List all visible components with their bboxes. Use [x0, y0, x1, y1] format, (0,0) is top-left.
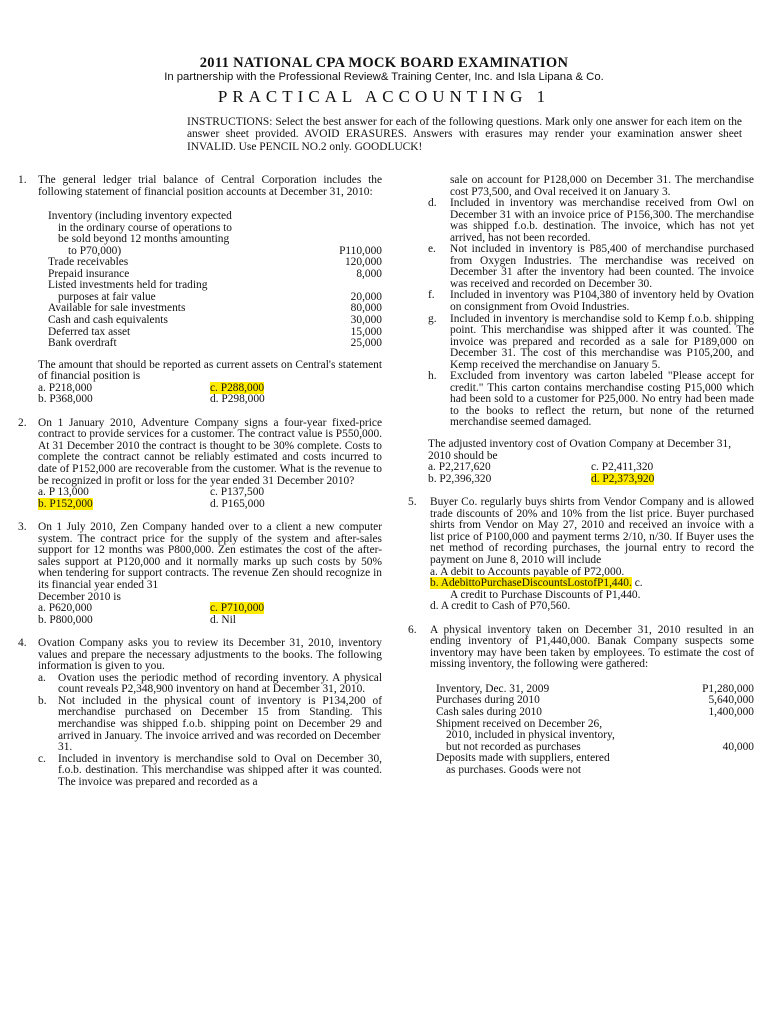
- table-label: Prepaid insurance: [48, 267, 130, 280]
- item-b: [38, 696, 382, 754]
- question-number: 5.: [408, 496, 417, 509]
- question-number: 6.: [408, 623, 417, 636]
- choices-row: [428, 462, 754, 474]
- table-label: purposes at fair value: [58, 290, 156, 303]
- choices-row: [38, 615, 382, 627]
- item-letter: a.: [38, 671, 46, 684]
- table-label: in the ordinary course of operations to: [58, 221, 232, 234]
- table-label: Cash sales during 2010: [436, 705, 542, 718]
- question-prompt: The adjusted inventory cost of Ovation Company at December 31, 2010 should be: [428, 438, 732, 462]
- item-letter: c.: [38, 752, 46, 765]
- question-text: The general ledger trial balance of Central Corporation includes the following statement of financial position accounts at December 31, 2010:: [38, 174, 382, 198]
- question-text: A physical inventory taken on December 31, 2010 resulted in an ending inventory of P1,440,000. Banak Company suspects some inventory may have been taken by employees. To estimate the cost of missing inventory, the following were gathered:: [430, 623, 754, 671]
- choices-row: [428, 474, 754, 486]
- choice-c-letter: c.: [634, 577, 643, 590]
- item-text: Included in inventory was P104,380 of inventory held by Ovation on consignment from Ovoid Industries.: [450, 289, 754, 314]
- table-label: Inventory, Dec. 31, 2009: [436, 682, 550, 695]
- choice-b: b. P152,000: [38, 497, 93, 510]
- item-text: 31.: [58, 741, 73, 754]
- table-label: Cash and cash equivalents: [48, 314, 168, 327]
- table-label: Inventory (including inventory expected: [48, 210, 232, 223]
- item-text: Not included in the physical count of inventory is P134,200 of merchandise purchased on December 15 from Standing. This merchandise was shipped f.o.b. shipping point on December 29 and arrived in January. The invoice arrived and was recorded on December: [58, 694, 382, 742]
- choice-a: a. P2,217,620: [428, 461, 491, 474]
- table-value: 1,400,000: [708, 705, 754, 718]
- table-value: P110,000: [339, 244, 382, 257]
- choice-a: a. P620,000: [38, 602, 93, 615]
- choice-d: d. P165,000: [210, 497, 265, 510]
- table-value: 8,000: [356, 267, 382, 280]
- question-2: [18, 418, 382, 510]
- table-row: [48, 338, 382, 350]
- item-c-continued: [408, 175, 754, 198]
- table-value: 30,000: [350, 314, 382, 327]
- choices-row: [38, 487, 382, 499]
- choices-row: [38, 499, 382, 511]
- question-number: 3.: [18, 521, 27, 534]
- table-row: [436, 707, 754, 719]
- item-text: Excluded from inventory was carton labeled "Please accept for credit." This carton contains merchandise costing P15,000 which had been sold to a customer for P25,000. No entry had been made to the books to reflect the return, but none of the returned merchandise seemed damaged.: [450, 370, 754, 429]
- balance-table: [38, 211, 382, 350]
- table-label: but not recorded as purchases: [446, 740, 581, 753]
- choice-b: b. P368,000: [38, 393, 93, 406]
- question-6: [408, 625, 754, 777]
- item-h: [408, 371, 754, 429]
- inventory-table: [430, 684, 754, 776]
- choice-b: b. P800,000: [38, 613, 93, 626]
- section-title: PRACTICAL ACCOUNTING 1: [217, 87, 551, 106]
- item-text: Included in inventory is merchandise sold to Oval on December 30, f.o.b. destination. This merchandise was shipped after it was counted. The invoice was prepared and recorded as a: [58, 752, 382, 788]
- item-letter: f.: [428, 289, 435, 302]
- item-d: [408, 198, 754, 244]
- choice-c: c. P137,500: [210, 486, 265, 499]
- table-label: Available for sale investments: [48, 302, 186, 315]
- table-value: 40,000: [722, 740, 754, 753]
- choice-a: a. P218,000: [38, 381, 93, 394]
- table-value: 80,000: [350, 302, 382, 315]
- table-label: as purchases. Goods were not: [446, 763, 582, 776]
- item-text: Included in inventory was merchandise received from Owl on December 31 with an invoice price of P156,300. The merchandise was shipped f.o.b. destination. The invoice, which has not yet arrived, has not been recorded.: [450, 197, 754, 244]
- choice-c: c. P2,411,320: [591, 461, 654, 474]
- table-value: 15,000: [350, 325, 382, 338]
- item-e: [408, 244, 754, 290]
- left-column: [18, 175, 382, 788]
- choice-d: d. Nil: [210, 613, 236, 626]
- choice-c: c. P288,000: [210, 381, 265, 394]
- question-4: [18, 638, 382, 788]
- item-letter: e.: [428, 243, 436, 256]
- instructions: INSTRUCTIONS: Select the best answer for each of the following questions. Mark only one answer for each item on the answer sheet provided. AVOID ERASURES. Answers with erasures may render your examination answer sheet INVALID. Use PENCIL NO.2 only. GOODLUCK!: [187, 116, 742, 153]
- choice-d: d. A credit to Cash of P70,560.: [430, 600, 571, 613]
- item-letter: d.: [428, 197, 437, 210]
- exam-title: 2011 NATIONAL CPA MOCK BOARD EXAMINATION: [199, 55, 569, 71]
- table-label: Deposits made with suppliers, entered: [436, 752, 610, 765]
- table-label: Listed investments held for trading: [48, 279, 208, 292]
- choices-row: [38, 394, 382, 406]
- question-text: Buyer Co. regularly buys shirts from Vendor Company and is allowed trade discounts of 20% and 10% from the list price. Buyer purchased shirts from Vendor on May 27, 2010 and received an invoice with a list price of P100,000 and payment terms 2/10, n/30. If Buyer uses the net method of recording purchases, the journal entry to record the payment on June 8, 2010 will include: [430, 496, 754, 566]
- item-text: sale on account for P128,000 on December 31. The merchandise cost P73,500, and Oval received it on January 3.: [450, 174, 754, 198]
- question-text: On 1 January 2010, Adventure Company signs a four-year fixed-price contract to provide services for a customer. The contract value is P550,000. At 31 December 2010 the contract is thought to be 30% complete. Costs to complete the contract cannot be reliably estimated and costs incurred to date of P152,000 are recoverable from the customer. What is the revenue to be recognized in profit or loss for the year ended 31 December 2010?: [38, 416, 382, 487]
- item-a: [38, 673, 382, 696]
- choice-c: A credit to Purchase Discounts of P1,440.: [450, 588, 641, 601]
- item-text: Included in inventory is merchandise sold to Kemp f.o.b. shipping point. This merchandise was shipped after it was counted. The invoice was prepared and recorded as a sale for P189,000 on December 31. The cost of this merchandise was P105,200, and Kemp received the merchandise on January 5.: [450, 312, 754, 371]
- choice-c: c. P710,000: [210, 602, 265, 615]
- question-number: 2.: [18, 416, 27, 429]
- item-letter: g.: [428, 312, 437, 325]
- table-label: Bank overdraft: [48, 337, 117, 350]
- item-c: [38, 754, 382, 789]
- choice-a: a. P 13,000: [38, 486, 89, 499]
- choice-d: d. P298,000: [210, 393, 265, 406]
- choice-b: b. P2,396,320: [428, 472, 492, 485]
- choice-d: d. P2,373,920: [591, 472, 655, 485]
- item-text: Ovation uses the periodic method of recording inventory. A physical count reveals P2,348,900 inventory on hand at December 31, 2010.: [58, 671, 382, 696]
- question-date: December 2010 is: [38, 590, 121, 603]
- question-1: [18, 175, 382, 406]
- question-text: Ovation Company asks you to review its December 31, 2010, inventory values and prepare the necessary adjustments to the books. The following information is given to you.: [38, 637, 382, 673]
- question-number: 1.: [18, 174, 27, 186]
- table-value: 5,640,000: [708, 694, 754, 707]
- table-label: be sold beyond 12 months amounting: [58, 233, 230, 246]
- table-value: 20,000: [350, 290, 382, 303]
- table-label: to P70,000): [68, 244, 122, 257]
- choices-row: [38, 603, 382, 615]
- item-f: [408, 290, 754, 313]
- table-value: 120,000: [344, 256, 382, 269]
- right-column: [408, 175, 754, 776]
- item-letter: b.: [38, 694, 47, 707]
- table-label: 2010, included in physical inventory,: [446, 729, 615, 742]
- question-number: 4.: [18, 637, 27, 650]
- item-text: Not included in inventory is P85,400 of merchandise purchased from Oxygen Industries. The merchandise was received on December 31 after the inventory had been counted. The invoice was received and recorded on December 30.: [450, 243, 754, 290]
- choice-b-row: [430, 578, 754, 590]
- exam-subtitle: In partnership with the Professional Review& Training Center, Inc. and Isla Lipana & Co.: [164, 71, 604, 83]
- table-label: Purchases during 2010: [436, 694, 540, 707]
- question-text: On 1 July 2010, Zen Company handed over to a client a new computer system. The contract price for the supply of the system and after-sales support for 12 months was P800,000. Zen estimates the cost of the after-sales support at P120,000 and it normally marks up such costs by 50% when tendering for support contracts. The revenue Zen should recognize in its financial year ended 31: [38, 521, 382, 591]
- table-label: Trade receivables: [48, 256, 129, 269]
- question-5: [408, 497, 754, 612]
- table-label: Shipment received on December 26,: [436, 717, 603, 730]
- table-value: P1,280,000: [702, 682, 754, 695]
- item-g: [408, 314, 754, 372]
- table-value: 25,000: [350, 337, 382, 350]
- choice-b: b. AdebittoPurchaseDiscountsLostofP1,440.: [430, 577, 632, 590]
- item-letter: h.: [428, 370, 437, 383]
- question-4-prompt: [408, 439, 754, 485]
- choice-a: a. A debit to Accounts payable of P72,000.: [430, 565, 625, 578]
- table-row: [48, 315, 382, 327]
- question-3: [18, 522, 382, 626]
- question-prompt: The amount that should be reported as current assets on Central's statement of financial position is: [38, 358, 382, 383]
- table-label: Deferred tax asset: [48, 325, 131, 338]
